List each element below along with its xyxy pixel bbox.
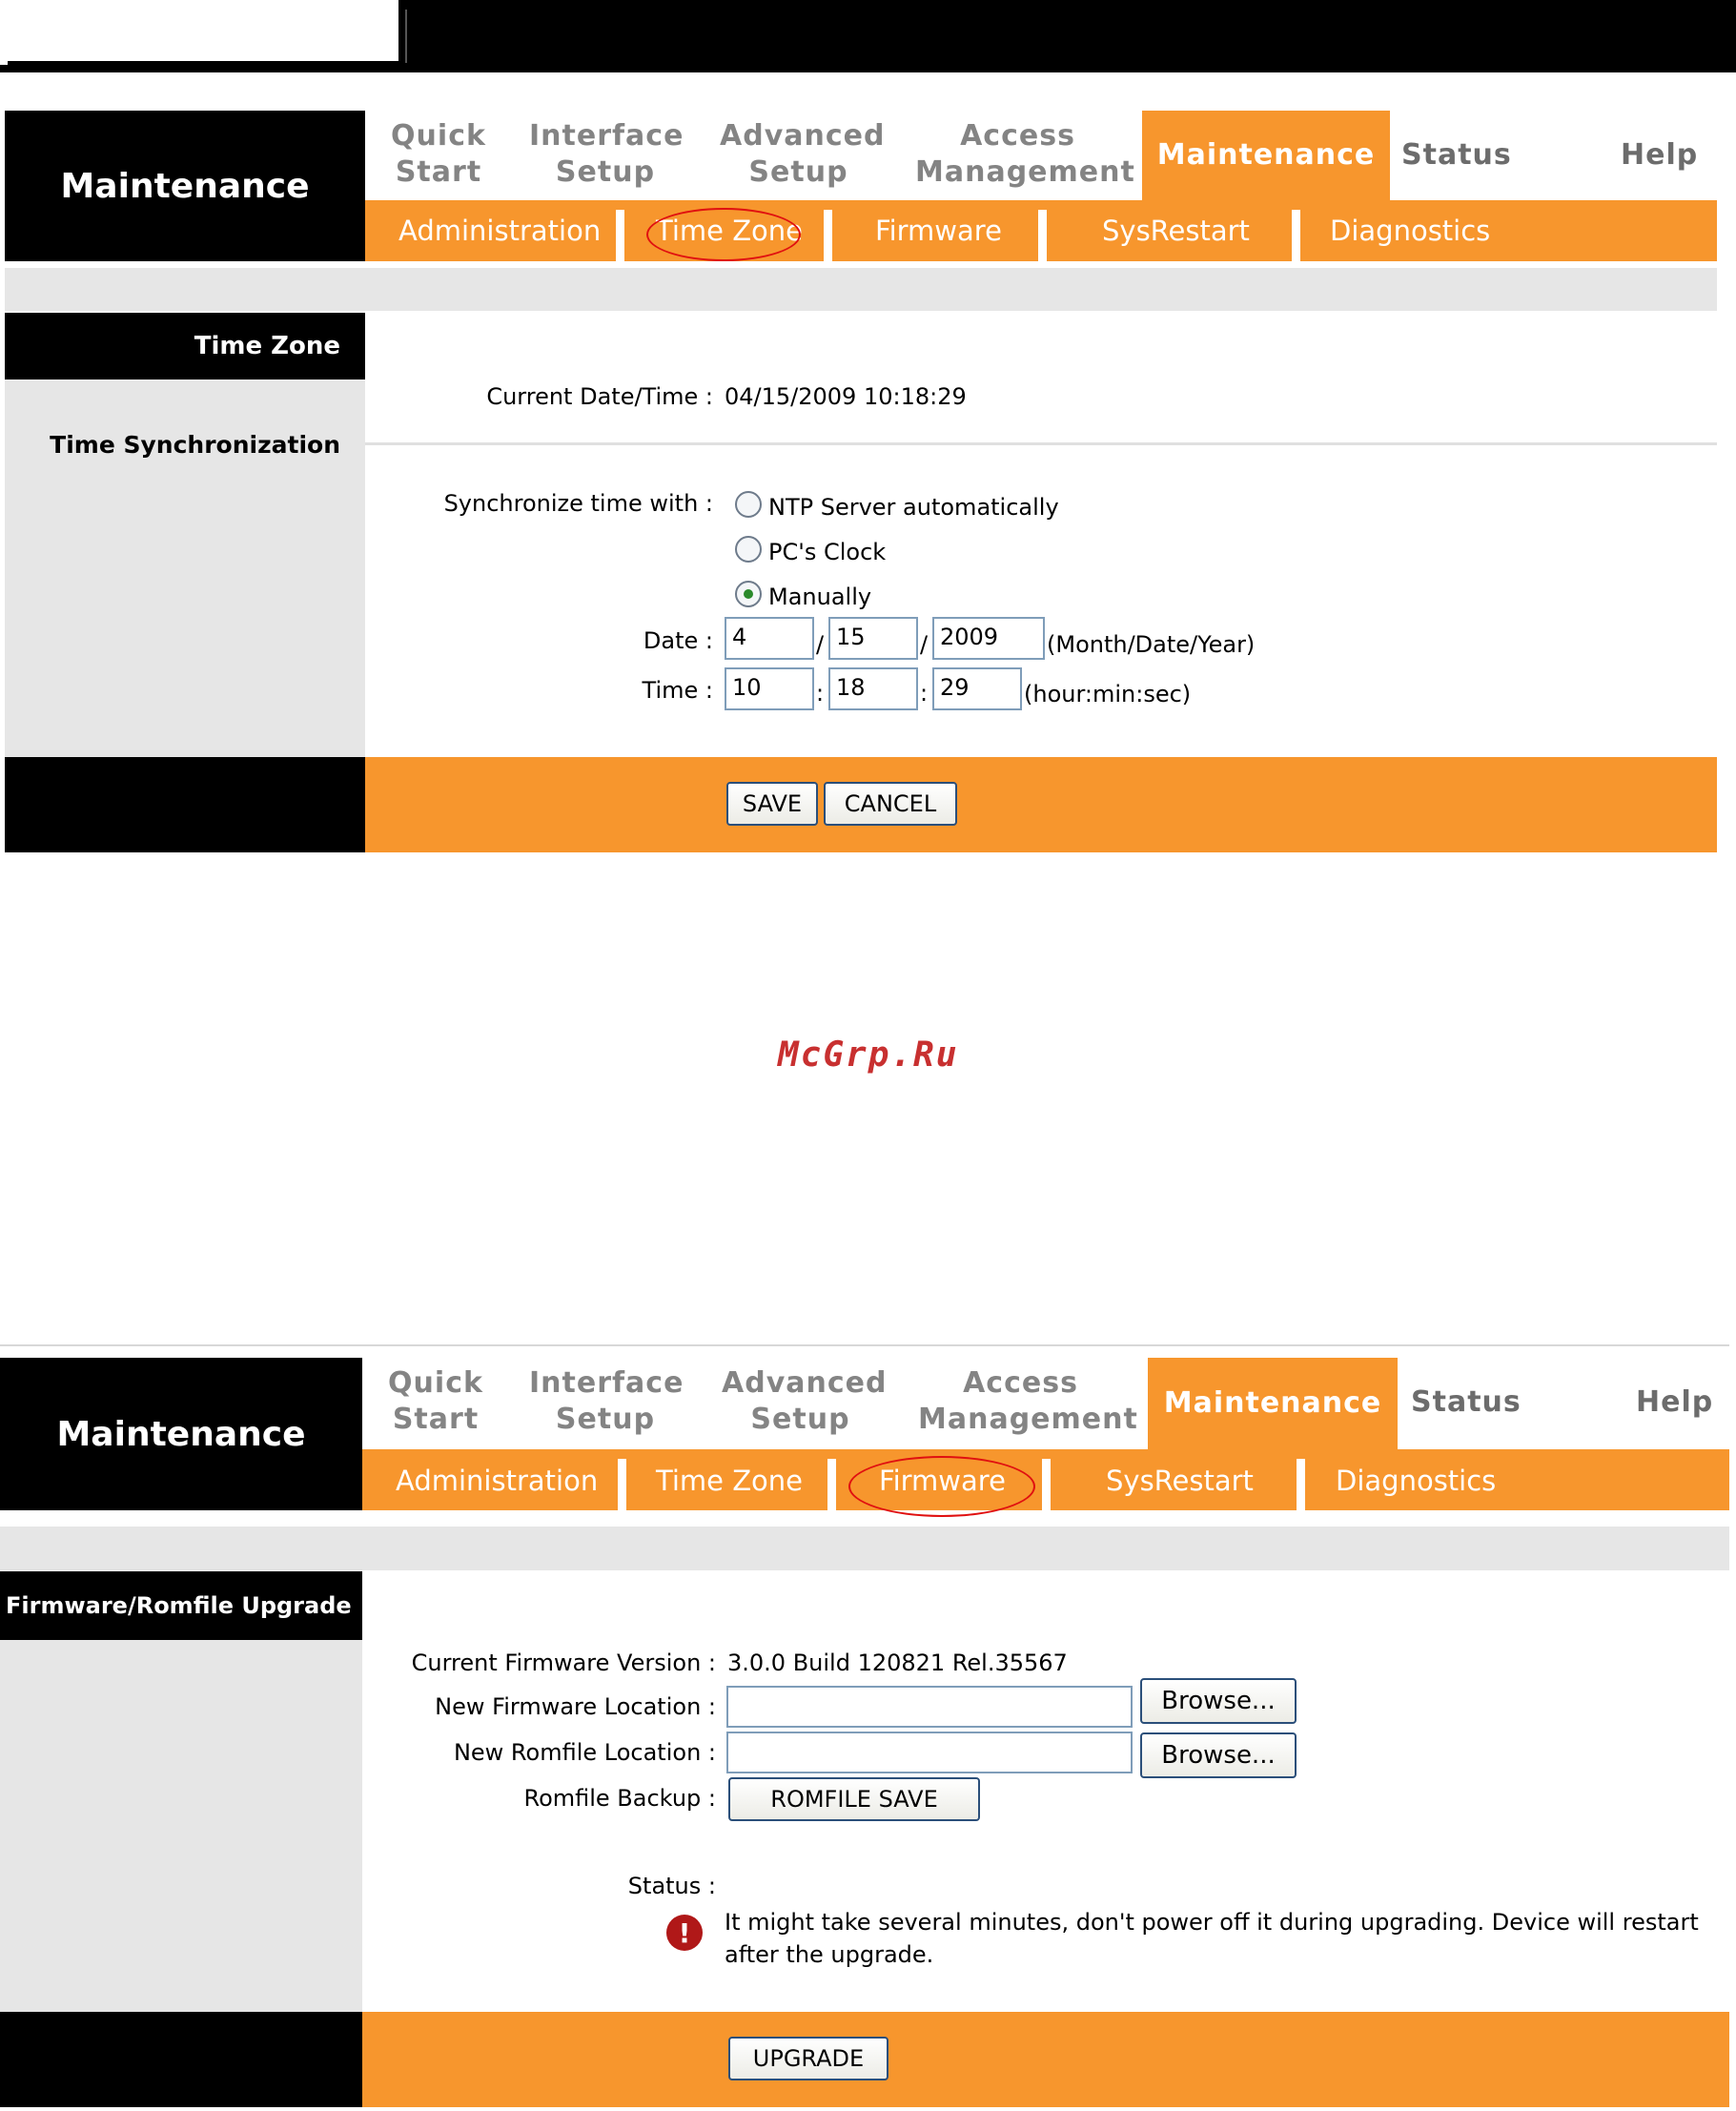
date-label: Date : bbox=[643, 627, 713, 654]
radio-ntp[interactable] bbox=[735, 491, 762, 518]
warning-icon: ! bbox=[666, 1915, 703, 1951]
nav-interface-setup[interactable]: Interface Setup bbox=[529, 1366, 684, 1436]
upgrade-button[interactable]: UPGRADE bbox=[728, 2037, 888, 2080]
date-year-input[interactable]: 2009 bbox=[932, 617, 1045, 660]
current-datetime-value: 04/15/2009 10:18:29 bbox=[725, 383, 967, 410]
time-separator: : bbox=[920, 680, 929, 707]
subnav-bar bbox=[362, 1449, 1729, 1510]
watermark-text: McGrp.Ru bbox=[778, 1035, 959, 1075]
radio-ntp-label: NTP Server automatically bbox=[768, 494, 1059, 521]
nav-maintenance[interactable]: Maintenance bbox=[1148, 1358, 1398, 1449]
current-datetime-label: Current Date/Time : bbox=[486, 383, 713, 410]
footer-left-block bbox=[0, 2012, 362, 2107]
nav-interface-setup[interactable]: Interface Setup bbox=[529, 119, 684, 189]
save-button[interactable]: SAVE bbox=[726, 782, 818, 826]
sidebar-title: Time Zone bbox=[194, 332, 340, 360]
highlight-circle-firmware bbox=[848, 1456, 1035, 1517]
nav-maintenance[interactable]: Maintenance bbox=[1142, 111, 1390, 200]
subnav-firmware[interactable]: Firmware bbox=[879, 1465, 1006, 1497]
subnav-sysrestart[interactable]: SysRestart bbox=[1102, 215, 1250, 247]
sidebar-section-title: Time Synchronization bbox=[50, 431, 340, 459]
status-message: It might take several minutes, don't power off it during upgrading. Device will restart after the upgrade. bbox=[725, 1909, 1699, 1968]
status-label: Status : bbox=[627, 1873, 716, 1899]
date-day-input[interactable]: 15 bbox=[828, 617, 918, 660]
radio-manually-label: Manually bbox=[768, 584, 872, 610]
nav-status[interactable]: Status bbox=[1401, 138, 1512, 172]
time-separator: : bbox=[816, 680, 825, 707]
brand-title bbox=[5, 111, 365, 261]
time-format-hint: (hour:min:sec) bbox=[1024, 681, 1192, 707]
nav-quick-start[interactable]: Quick Start bbox=[391, 119, 486, 189]
panel-top-rule bbox=[0, 1344, 1729, 1346]
footer-action-bar bbox=[365, 757, 1717, 852]
time-label: Time : bbox=[642, 677, 713, 704]
date-month-input[interactable]: 4 bbox=[725, 617, 814, 660]
sync-label: Synchronize time with : bbox=[443, 490, 713, 517]
header-gap-strip bbox=[5, 268, 1717, 311]
nav-access-management[interactable]: Access Management bbox=[915, 119, 1135, 189]
sidebar-header bbox=[5, 313, 365, 379]
subnav-time-zone[interactable]: Time Zone bbox=[656, 215, 804, 247]
brand-label: Maintenance bbox=[56, 1414, 306, 1454]
subnav-diagnostics[interactable]: Diagnostics bbox=[1330, 215, 1491, 247]
date-separator: / bbox=[816, 631, 825, 658]
subnav-firmware[interactable]: Firmware bbox=[875, 215, 1002, 247]
sidebar-header bbox=[0, 1571, 362, 1640]
brand-title bbox=[0, 1358, 362, 1510]
browse-romfile-button[interactable]: Browse... bbox=[1140, 1732, 1297, 1778]
nav-help[interactable]: Help bbox=[1621, 138, 1699, 172]
footer-left-block bbox=[5, 757, 365, 852]
subnav-time-zone[interactable]: Time Zone bbox=[656, 1465, 804, 1497]
romfile-file-input[interactable] bbox=[726, 1732, 1133, 1773]
cancel-button[interactable]: CANCEL bbox=[824, 782, 957, 826]
new-firmware-location-label: New Firmware Location : bbox=[435, 1693, 716, 1720]
footer-action-bar bbox=[362, 2012, 1729, 2107]
banner-logo-area bbox=[0, 0, 398, 65]
romfile-backup-label: Romfile Backup : bbox=[523, 1785, 716, 1812]
nav-help[interactable]: Help bbox=[1636, 1385, 1714, 1419]
section-divider bbox=[365, 442, 1717, 445]
time-sec-input[interactable]: 29 bbox=[932, 667, 1022, 710]
romfile-save-button[interactable]: ROMFILE SAVE bbox=[728, 1777, 980, 1821]
date-separator: / bbox=[920, 631, 929, 658]
time-hour-input[interactable]: 10 bbox=[725, 667, 814, 710]
firmware-version-label: Current Firmware Version : bbox=[411, 1650, 716, 1676]
nav-status[interactable]: Status bbox=[1411, 1385, 1522, 1419]
new-romfile-location-label: New Romfile Location : bbox=[453, 1739, 716, 1766]
firmware-version-value: 3.0.0 Build 120821 Rel.35567 bbox=[727, 1650, 1068, 1676]
radio-pc-clock[interactable] bbox=[735, 536, 762, 563]
subnav-bar bbox=[365, 200, 1717, 261]
subnav-administration[interactable]: Administration bbox=[398, 215, 602, 247]
subnav-administration[interactable]: Administration bbox=[396, 1465, 599, 1497]
brand-label: Maintenance bbox=[60, 166, 310, 206]
top-banner bbox=[0, 0, 1736, 72]
radio-pc-clock-label: PC's Clock bbox=[768, 539, 887, 565]
banner-divider bbox=[405, 10, 407, 63]
header-gap-strip bbox=[0, 1527, 1729, 1570]
nav-access-management[interactable]: Access Management bbox=[918, 1366, 1138, 1436]
firmware-file-input[interactable] bbox=[726, 1686, 1133, 1728]
time-min-input[interactable]: 18 bbox=[828, 667, 918, 710]
nav-advanced-setup[interactable]: Advanced Setup bbox=[722, 1366, 888, 1436]
browse-firmware-button[interactable]: Browse... bbox=[1140, 1678, 1297, 1724]
sidebar-title: Firmware/Romfile Upgrade bbox=[6, 1592, 352, 1619]
nav-quick-start[interactable]: Quick Start bbox=[388, 1366, 483, 1436]
subnav-diagnostics[interactable]: Diagnostics bbox=[1336, 1465, 1497, 1497]
radio-manually[interactable] bbox=[735, 581, 762, 607]
subnav-sysrestart[interactable]: SysRestart bbox=[1106, 1465, 1254, 1497]
date-format-hint: (Month/Date/Year) bbox=[1047, 631, 1256, 658]
nav-advanced-setup[interactable]: Advanced Setup bbox=[720, 119, 886, 189]
highlight-circle-time-zone bbox=[646, 208, 804, 261]
